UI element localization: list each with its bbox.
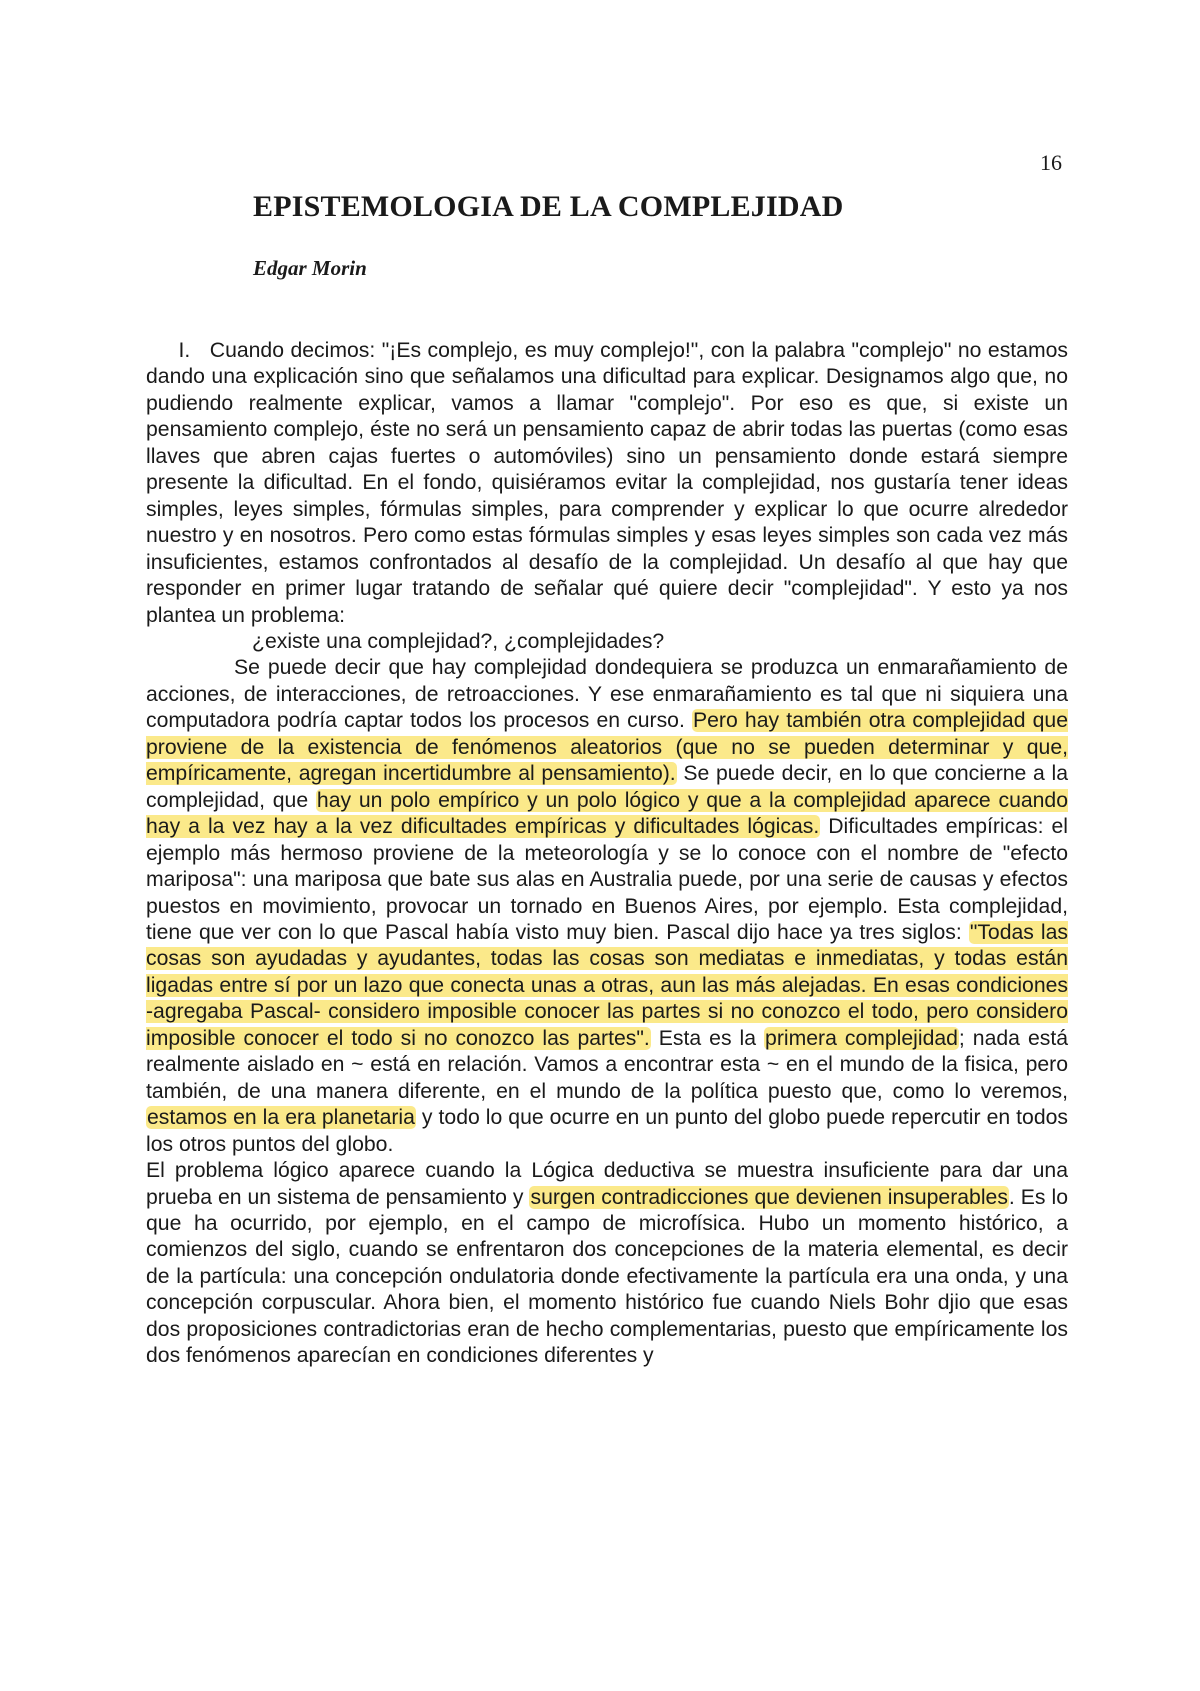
- page-number: 16: [1040, 150, 1062, 175]
- paragraph-text: . Es lo que ha ocurrido, por ejemplo, en el campo de microfísica. Hubo un momento histórico, a comienzos del siglo, cuando se enfrentaron dos concepciones de la materia elemental, es decir de la partícula: una concepción ondulatoria donde efectivamente la partícula era una onda, y una concepción corpuscular. Ahora bien, el momento histórico fue cuando Niels Bohr djio que esas dos proposiciones contradictorias eran de hecho complementarias, puesto que empíricamente los dos fenómenos aparecían en condiciones diferentes y: [146, 1185, 1068, 1368]
- section-number: I.: [178, 339, 191, 362]
- author-name: Edgar Morin: [253, 256, 367, 280]
- paragraph-3: [146, 1158, 1068, 1370]
- paragraph-text: Cuando decimos: "¡Es complejo, es muy complejo!", con la palabra "complejo" no estamos dando una explicación sino que señalamos una dificultad para explicar. Designamos algo que, no pudiendo realmente explicar, vamos a llamar "complejo". Por eso es que, si existe un pensamiento complejo, éste no será un pensamiento capaz de abrir todas las puertas (como esas llaves que abren cajas fuertes o automóviles) sino un pensamiento donde estará siempre presente la dificultad. En el fondo, quisiéramos evitar la complejidad, nos gustaría tener ideas simples, leyes simples, fórmulas simples, para comprender y explicar lo que ocurre alrededor nuestro y en nosotros. Pero como estas fórmulas simples y esas leyes simples son cada vez más insuficientes, estamos confrontados al desafío de la complejidad. Un desafío al que hay que responder en primer lugar tratando de señalar qué quiere decir "complejidad". Y esto ya nos plantea un problema:: [146, 339, 1068, 627]
- paragraph-2: [146, 655, 1068, 1158]
- question-line: ¿existe una complejidad?, ¿complejidades?: [252, 629, 665, 653]
- paragraph-text: Dificultades empíricas: el ejemplo más hermoso proviene de la meteorología y se lo conoce con el nombre de "efecto mariposa": una mariposa que bate sus alas en Australia puede, por una serie de causas y efectos puestos en movimiento, provocar un tornado en Buenos Aires, por ejemplo. Esta complejidad, tiene que ver con lo que Pascal había visto muy bien. Pascal dijo hace ya tres siglos:: [146, 815, 1068, 944]
- document-title: EPISTEMOLOGIA DE LA COMPLEJIDAD: [253, 190, 844, 223]
- highlight: Pero hay también otra complejidad que proviene de la existencia de fenómenos aleatorios (que no se pueden determinar y que, empíricamente, agregan incertidumbre al pensamiento).: [146, 709, 1068, 786]
- highlight: estamos en la era planetaria: [147, 1106, 415, 1130]
- paragraph-text: Esta es la: [650, 1026, 765, 1050]
- paragraph-text: El problema lógico aparece cuando la Lógica deductiva se muestra insuficiente para dar una prueba en un sistema de pensamiento y: [146, 1159, 1068, 1209]
- paragraph-text: Se puede decir que hay complejidad dondequiera se produzca un enmarañamiento de acciones, de interacciones, de retroacciones. Y ese enmarañamiento es tal que ni siquiera una computadora podría captar todos los procesos en curso.: [146, 656, 1068, 733]
- highlight: surgen contradicciones que devienen insuperables: [530, 1185, 1008, 1209]
- document-body: [146, 338, 1068, 1370]
- highlight: primera complejidad: [765, 1026, 958, 1050]
- paragraph-text: ; nada está realmente aislado en ~ está en relación. Vamos a encontrar esta ~ en el mundo de la fisica, pero también, de una manera diferente, en el mundo de la política puesto que, como lo veremos,: [146, 1026, 1068, 1103]
- paragraph-text: Se puede decir, en lo que concierne a la complejidad, que: [146, 762, 1068, 812]
- highlight: "Todas las cosas son ayudadas y ayudantes, todas las cosas son mediatas e inmediatas, y todas están ligadas entre sí por un lazo que conecta unas a otras, aun las más alejadas. En esas condiciones -agregaba Pascal- considero imposible conocer las partes si no conozco el todo, pero considero imposible conocer el todo si no conozco las partes".: [146, 920, 1068, 1050]
- paragraph-text: y todo lo que ocurre en un punto del globo puede repercutir en todos los otros puntos del globo.: [146, 1106, 1069, 1156]
- highlight: hay un polo empírico y un polo lógico y que a la complejidad aparece cuando hay a la vez hay a la vez dificultades empíricas y dificultades lógicas.: [146, 788, 1068, 839]
- paragraph-1: [146, 338, 1068, 629]
